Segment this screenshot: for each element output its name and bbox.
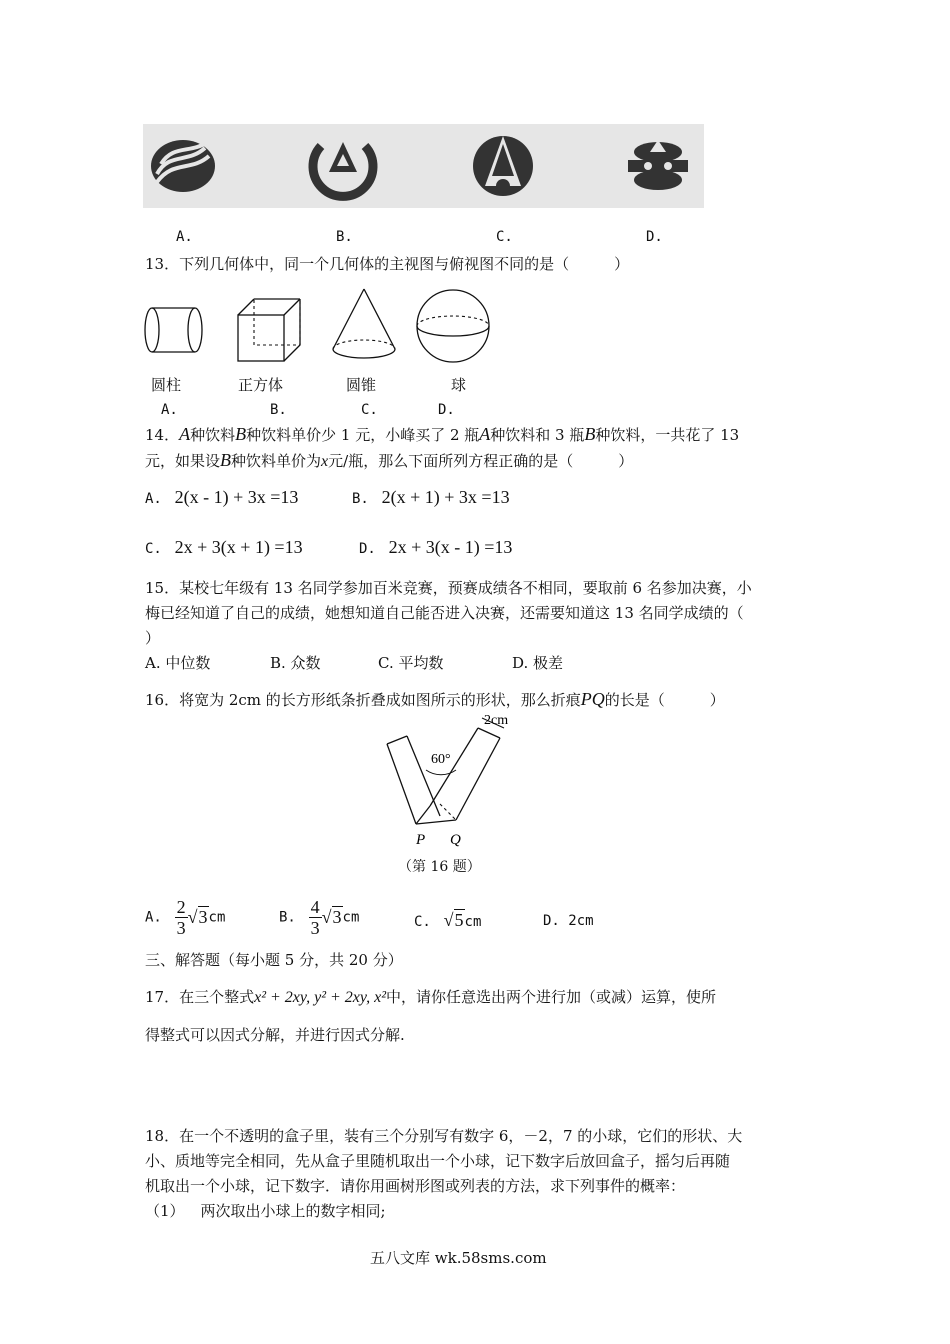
fold-crease [440,804,456,820]
strip-edge [416,820,456,824]
page-footer: 五八文库 wk.58sms.com [370,1249,547,1267]
q13-option-b: B. [270,402,287,418]
logo-d-icon [628,140,688,190]
q16-option-d: D. 2cm [543,913,594,929]
q15-option-b: B. 众数 [270,654,321,672]
logo-option-a: A. [176,229,193,245]
q18-sub1: （1） 两次取出小球上的数字相同; [145,1202,386,1220]
logo-b-icon [313,142,373,196]
q13-option-c: C. [361,402,378,418]
q15-line1: 15．某校七年级有 13 名同学参加百米竞赛，预赛成绩各不相同，要取前 6 名参加决赛，小 [145,579,752,597]
q16-option-a: A. $\frac{2}{3}$ √3cm [145,897,226,938]
q16-figure-caption: （第 16 题） [398,859,481,875]
logo-c-icon [473,136,533,196]
q14-line2: 元，如果设B种饮料单价为x元/瓶，那么下面所列方程正确的是（ ） [145,450,634,470]
q16-stem: 16．将宽为 2cm 的长方形纸条折叠成如图所示的形状，那么折痕PQ的长是（ ） [145,689,725,709]
logo-figures [143,124,704,208]
strip-edge [478,728,500,738]
strip-edge [387,744,416,824]
q15-option-d: D. 极差 [512,654,564,672]
cone-icon [333,289,395,358]
strip-edge [416,806,430,824]
logo-option-c: C. [496,229,513,245]
q13-shape-label: 正方体 [238,376,284,394]
q15-option-a: A. 中位数 [145,654,211,672]
q15-line3: ） [145,629,161,647]
fig-width-label: 2cm [484,713,509,728]
logo-option-b: B. [336,229,353,245]
q18-line1: 18．在一个不透明的盒子里，装有三个分别写有数字 6，－2，7 的小球，它们的形状、大 [145,1127,743,1145]
fig-angle-label: 60° [431,752,451,767]
q16-option-c: C. √5cm [414,910,482,930]
q16-folded-strip-figure [370,708,530,853]
logo-options-image [143,124,704,208]
fig-point-p: P [416,832,426,848]
strip-edge [387,736,407,744]
q13-shape-label: 圆柱 [151,376,182,394]
q13-shape-label: 球 [451,376,467,394]
strip-edge [456,738,500,820]
q14-option-c: C. 2x + 3(x + 1) =13 [145,537,303,557]
q18-line3: 机取出一个小球，记下数字．请你用画树形图或列表的方法，求下列事件的概率： [145,1177,686,1195]
strip-edge [407,736,440,816]
q18-line2: 小、质地等完全相同，先从盒子里随机取出一个小球，记下数字后放回盒子，摇匀后再随 [145,1152,731,1170]
q13-shape-label: 圆锥 [346,376,377,394]
logo-a-icon [151,140,215,192]
logo-option-d: D. [646,229,663,245]
strip-edge [430,728,478,806]
cylinder-icon [145,308,202,352]
q16-option-b: B. $\frac{4}{3}$ √3cm [279,897,360,938]
q15-line2: 梅已经知道了自己的成绩，她想知道自己能否进入决赛，还需要知道这 13 名同学成绩的（ [145,604,744,622]
q13-solids-figure [140,285,510,365]
q14-option-a: A. 2(x - 1) + 3x =13 [145,487,299,507]
q13-option-a: A. [161,402,178,418]
cube-icon [238,299,300,361]
q17-line1: 17．在三个整式x² + 2xy, y² + 2xy, x²中，请你任意选出两个进行加（或减）运算，使所 [145,988,717,1006]
q15-option-c: C. 平均数 [378,654,444,672]
sphere-icon [417,290,489,362]
section-3-heading: 三、解答题（每小题 5 分，共 20 分） [145,951,403,969]
q13-stem: 13．下列几何体中，同一个几何体的主视图与俯视图不同的是（ ） [145,255,630,273]
q14-option-b: B. 2(x + 1) + 3x =13 [352,487,510,507]
q14-line1: 14．A种饮料B种饮料单价少 1 元，小峰买了 2 瓶A种饮料和 3 瓶B种饮料，一共花了 13 [145,424,740,444]
q13-option-d: D. [438,402,455,418]
q17-line2: 得整式可以因式分解，并进行因式分解. [145,1026,405,1044]
fig-point-q: Q [450,832,461,848]
q14-option-d: D. 2x + 3(x - 1) =13 [359,537,513,557]
